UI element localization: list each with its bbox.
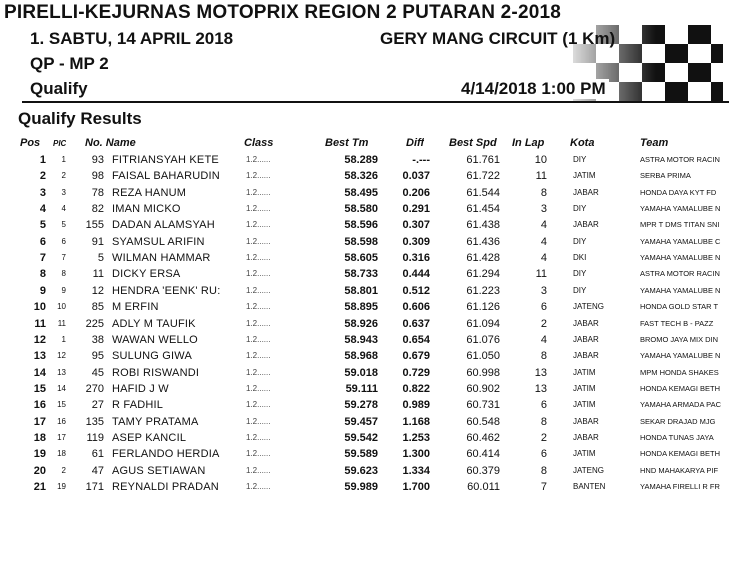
cell-rider-name: FAISAL BAHARUDIN: [112, 170, 220, 183]
cell-diff: -.---: [412, 154, 430, 166]
cell-rider-number: 45: [91, 366, 104, 379]
cell-kota: JATIM: [573, 367, 596, 377]
cell-rider-number: 38: [91, 333, 104, 346]
cell-pic: 3: [61, 187, 66, 197]
cell-best-speed: 61.454: [466, 203, 500, 216]
cell-kota: BANTEN: [573, 482, 606, 491]
cell-pic: 18: [57, 449, 66, 459]
cell-position: 10: [33, 301, 46, 314]
cell-rider-name: REYNALDI PRADAN: [112, 481, 219, 493]
cell-class: 1.2......: [246, 187, 271, 197]
cell-rider-name: TAMY PRATAMA: [112, 415, 199, 428]
cell-best-time: 59.457: [344, 415, 378, 428]
table-row: [0, 185, 735, 201]
header-best-time: Best Tm: [325, 137, 369, 149]
cell-position: 9: [39, 284, 46, 297]
cell-class: 1.2......: [246, 334, 271, 344]
cell-position: 11: [34, 317, 46, 330]
cell-position: 5: [39, 219, 46, 232]
cell-position: 21: [33, 481, 46, 493]
cell-kota: JABAR: [573, 220, 599, 230]
header-diff: Diff: [406, 137, 425, 149]
cell-best-speed: 60.462: [466, 431, 500, 444]
cell-team: MPM HONDA SHAKES: [640, 367, 719, 377]
cell-rider-name: IMAN MICKO: [112, 203, 181, 216]
table-row: [0, 430, 735, 446]
cell-pic: 15: [57, 400, 66, 410]
cell-best-speed: 61.428: [466, 252, 500, 265]
cell-rider-name: HAFID J W: [112, 382, 169, 395]
cell-best-time: 58.605: [344, 252, 378, 265]
cell-team: BROMO JAYA MIX DIN: [640, 334, 719, 344]
table-row: [0, 381, 735, 397]
cell-kota: JABAR: [573, 318, 599, 328]
section-title: Qualify Results: [18, 109, 142, 128]
cell-pic: 16: [57, 416, 66, 426]
cell-in-lap: 13: [534, 382, 547, 395]
table-row: [0, 332, 735, 348]
cell-rider-number: 82: [91, 203, 104, 216]
table-row: [0, 266, 735, 282]
cell-rider-name: FERLANDO HERDIA: [112, 448, 220, 461]
cell-pic: 19: [57, 482, 66, 491]
cell-pic: 17: [57, 432, 66, 442]
cell-pic: 1: [61, 155, 66, 164]
cell-team: YAMAHA YAMALUBE N: [640, 285, 721, 295]
cell-rider-number: 155: [85, 219, 104, 232]
cell-rider-name: HENDRA 'EENK' RU:: [112, 284, 221, 297]
cell-team: YAMAHA YAMALUBE N: [640, 204, 721, 214]
cell-in-lap: 8: [540, 415, 547, 428]
cell-rider-number: 61: [91, 448, 104, 461]
cell-class: 1.2......: [246, 171, 271, 181]
cell-position: 20: [33, 464, 46, 477]
cell-kota: DIY: [573, 285, 587, 295]
cell-best-time: 58.495: [344, 186, 378, 199]
cell-in-lap: 4: [540, 333, 547, 346]
header-class: Class: [244, 137, 274, 149]
cell-kota: DIY: [573, 236, 587, 246]
session-label: Qualify: [30, 79, 88, 98]
table-row: [0, 168, 735, 184]
cell-team: HONDA GOLD STAR T: [640, 302, 719, 312]
cell-in-lap: 4: [540, 235, 547, 248]
cell-kota: JABAR: [573, 351, 599, 361]
cell-position: 15: [33, 382, 46, 395]
cell-best-speed: 60.379: [466, 464, 500, 477]
cell-in-lap: 13: [534, 366, 547, 379]
cell-best-speed: 60.902: [466, 382, 500, 395]
cell-class: 1.2......: [246, 351, 271, 361]
cell-diff: 1.334: [402, 464, 430, 477]
cell-rider-number: 11: [92, 268, 104, 281]
class-label: QP - MP 2: [30, 54, 109, 73]
cell-diff: 0.729: [402, 366, 430, 379]
cell-best-time: 58.326: [344, 170, 378, 183]
cell-in-lap: 3: [540, 284, 547, 297]
cell-in-lap: 11: [535, 268, 547, 281]
cell-best-time: 58.943: [344, 333, 378, 346]
table-row: [0, 283, 735, 299]
cell-diff: 0.444: [402, 268, 430, 281]
cell-diff: 0.654: [402, 333, 430, 346]
cell-diff: 0.679: [402, 350, 430, 363]
cell-rider-number: 5: [97, 252, 104, 265]
cell-class: 1.2......: [246, 253, 271, 263]
cell-diff: 1.168: [402, 415, 430, 428]
cell-team: HND MAHAKARYA PIF: [640, 465, 719, 475]
cell-rider-name: M ERFIN: [112, 301, 159, 314]
table-row: [0, 463, 735, 479]
header-pic: PIC: [53, 139, 67, 148]
cell-best-time: 58.289: [344, 154, 378, 166]
cell-team: YAMAHA YAMALUBE N: [640, 351, 721, 361]
cell-position: 4: [39, 203, 46, 216]
table-row: [0, 217, 735, 233]
cell-kota: JABAR: [573, 432, 599, 442]
cell-rider-name: R FADHIL: [112, 399, 164, 412]
table-row: [0, 348, 735, 364]
cell-pic: 12: [57, 351, 66, 361]
cell-best-time: 59.623: [344, 464, 378, 477]
cell-position: 2: [39, 170, 46, 183]
cell-class: 1.2......: [246, 482, 271, 491]
cell-class: 1.2......: [246, 383, 271, 393]
cell-position: 14: [33, 366, 46, 379]
cell-best-speed: 61.761: [466, 154, 500, 166]
cell-pic: 10: [57, 302, 66, 312]
cell-best-time: 58.801: [344, 284, 378, 297]
cell-best-time: 58.968: [344, 350, 378, 363]
cell-in-lap: 10: [534, 154, 547, 166]
cell-rider-name: SULUNG GIWA: [112, 350, 193, 363]
table-row: [0, 234, 735, 250]
cell-class: 1.2......: [246, 285, 271, 295]
cell-rider-name: DICKY ERSA: [112, 268, 181, 281]
cell-pic: 14: [57, 383, 66, 393]
table-row: [0, 250, 735, 266]
cell-team: YAMAHA FIRELLI R FR: [640, 482, 720, 491]
cell-best-speed: 61.722: [466, 170, 500, 183]
cell-class: 1.2......: [246, 204, 271, 214]
cell-best-time: 58.580: [344, 203, 378, 216]
cell-best-speed: 61.544: [466, 186, 500, 199]
cell-rider-name: WILMAN HAMMAR: [112, 252, 211, 265]
cell-in-lap: 3: [540, 203, 547, 216]
cell-pic: 8: [61, 269, 66, 279]
header-team: Team: [640, 137, 669, 149]
cell-class: 1.2......: [246, 400, 271, 410]
cell-rider-number: 47: [91, 464, 104, 477]
cell-pic: 2: [61, 171, 66, 181]
header-pos: Pos: [20, 137, 41, 149]
cell-pic: 6: [61, 236, 66, 246]
header-in-lap: In Lap: [512, 137, 545, 149]
cell-in-lap: 6: [540, 399, 547, 412]
cell-kota: DIY: [573, 204, 587, 214]
cell-kota: DIY: [573, 269, 587, 279]
cell-rider-number: 225: [85, 317, 104, 330]
cell-kota: DIY: [573, 155, 587, 164]
cell-position: 17: [33, 415, 46, 428]
header-no-name: No. Name: [85, 137, 136, 149]
cell-team: HONDA KEMAGI BETH: [640, 383, 721, 393]
cell-position: 13: [33, 350, 46, 363]
cell-rider-number: 85: [91, 301, 104, 314]
cell-in-lap: 2: [540, 317, 547, 330]
cell-best-speed: 61.438: [466, 219, 500, 232]
cell-diff: 0.822: [402, 382, 430, 395]
cell-class: 1.2......: [246, 302, 271, 312]
session-datetime: 4/14/2018 1:00 PM: [458, 79, 609, 99]
cell-position: 16: [33, 399, 46, 412]
cell-rider-name: WAWAN WELLO: [112, 333, 198, 346]
event-title: PIRELLI-KEJURNAS MOTOPRIX REGION 2 PUTARAN 2-2018: [4, 2, 562, 23]
cell-best-speed: 61.094: [466, 317, 500, 330]
cell-position: 19: [33, 448, 46, 461]
cell-position: 12: [33, 333, 46, 346]
cell-rider-name: REZA HANUM: [112, 186, 187, 199]
cell-rider-number: 27: [91, 399, 104, 412]
cell-pic: 7: [61, 253, 66, 263]
cell-class: 1.2......: [246, 449, 271, 459]
cell-rider-name: ADLY M TAUFIK: [112, 317, 196, 330]
cell-best-time: 59.018: [344, 366, 378, 379]
cell-rider-name: FITRIANSYAH KETE: [112, 154, 219, 166]
cell-class: 1.2......: [246, 236, 271, 246]
cell-kota: JATIM: [573, 449, 596, 459]
cell-team: YAMAHA ARMADA PAC: [640, 400, 721, 410]
cell-rider-number: 135: [85, 415, 104, 428]
cell-diff: 0.206: [402, 186, 430, 199]
cell-pic: 4: [61, 204, 66, 214]
cell-position: 8: [39, 268, 46, 281]
table-row: [0, 316, 735, 332]
cell-team: ASTRA MOTOR RACIN: [640, 269, 720, 279]
cell-best-speed: 61.294: [466, 268, 500, 281]
cell-rider-number: 171: [85, 481, 104, 493]
cell-rider-number: 119: [86, 431, 104, 444]
cell-in-lap: 6: [540, 301, 547, 314]
cell-in-lap: 6: [540, 448, 547, 461]
cell-best-speed: 61.436: [466, 235, 500, 248]
cell-rider-number: 98: [91, 170, 104, 183]
cell-in-lap: 4: [540, 252, 547, 265]
cell-best-speed: 60.731: [466, 399, 500, 412]
cell-pic: 1: [61, 334, 66, 344]
cell-rider-name: ASEP KANCIL: [112, 431, 187, 444]
cell-in-lap: 8: [540, 186, 547, 199]
cell-team: MPR T DMS TITAN SNI: [640, 220, 720, 230]
header-kota: Kota: [570, 137, 595, 149]
cell-diff: 0.316: [402, 252, 430, 265]
cell-rider-name: SYAMSUL ARIFIN: [112, 235, 205, 248]
cell-position: 7: [39, 252, 46, 265]
cell-best-time: 58.733: [344, 268, 378, 281]
cell-best-time: 59.542: [344, 431, 378, 444]
cell-class: 1.2......: [246, 465, 271, 475]
cell-position: 6: [39, 235, 46, 248]
cell-rider-number: 78: [91, 186, 104, 199]
cell-diff: 0.037: [402, 170, 430, 183]
cell-best-time: 59.111: [345, 382, 378, 395]
cell-kota: DKI: [573, 253, 587, 263]
cell-best-time: 58.596: [344, 219, 378, 232]
cell-best-speed: 61.050: [466, 350, 500, 363]
cell-best-speed: 61.223: [466, 284, 500, 297]
cell-in-lap: 7: [540, 481, 547, 493]
cell-best-time: 59.589: [344, 448, 378, 461]
header-best-speed: Best Spd: [449, 137, 497, 149]
cell-class: 1.2......: [246, 269, 271, 279]
cell-pic: 13: [57, 367, 66, 377]
cell-best-speed: 60.011: [467, 481, 500, 493]
cell-diff: 1.253: [402, 431, 430, 444]
cell-rider-number: 12: [91, 284, 104, 297]
cell-kota: JATENG: [573, 302, 604, 312]
cell-class: 1.2......: [246, 318, 271, 328]
cell-kota: JATIM: [573, 171, 596, 181]
cell-class: 1.2......: [246, 367, 271, 377]
cell-kota: JABAR: [573, 187, 599, 197]
cell-position: 18: [33, 431, 46, 444]
cell-diff: 0.989: [402, 399, 430, 412]
table-row: [0, 479, 735, 495]
cell-best-time: 58.598: [344, 235, 378, 248]
table-row: [0, 299, 735, 315]
cell-diff: 0.606: [402, 301, 430, 314]
cell-rider-name: ROBI RISWANDI: [112, 366, 200, 379]
cell-diff: 1.300: [402, 448, 430, 461]
circuit-name: GERY MANG CIRCUIT (1 Km): [380, 29, 616, 48]
cell-kota: JATENG: [573, 465, 604, 475]
cell-rider-number: 95: [91, 350, 104, 363]
cell-team: FAST TECH B - PAZZ: [640, 318, 714, 328]
cell-pic: 2: [61, 465, 66, 475]
cell-pic: 5: [61, 220, 66, 230]
cell-best-speed: 60.548: [466, 415, 500, 428]
table-row: [0, 152, 735, 168]
cell-team: YAMAHA YAMALUBE N: [640, 253, 721, 263]
cell-class: 1.2......: [246, 155, 271, 164]
cell-class: 1.2......: [246, 416, 271, 426]
table-row: [0, 201, 735, 217]
cell-diff: 0.291: [402, 203, 430, 216]
cell-best-time: 59.989: [344, 481, 378, 493]
cell-diff: 1.700: [402, 481, 430, 493]
cell-team: YAMAHA YAMALUBE C: [640, 236, 721, 246]
cell-rider-number: 93: [91, 154, 104, 166]
event-date: 1. SABTU, 14 APRIL 2018: [30, 29, 234, 48]
cell-kota: JATIM: [573, 383, 596, 393]
cell-best-time: 58.895: [344, 301, 378, 314]
cell-diff: 0.309: [402, 235, 430, 248]
cell-position: 3: [39, 186, 46, 199]
cell-team: HONDA TUNAS JAYA: [640, 432, 714, 442]
cell-in-lap: 4: [540, 219, 547, 232]
cell-class: 1.2......: [246, 220, 271, 230]
cell-kota: JABAR: [573, 334, 599, 344]
cell-rider-number: 270: [85, 382, 104, 395]
cell-best-speed: 60.998: [466, 366, 500, 379]
cell-team: HONDA KEMAGI BETH: [640, 449, 721, 459]
cell-best-speed: 61.076: [466, 333, 500, 346]
cell-pic: 11: [57, 318, 66, 328]
cell-team: SERBA PRIMA: [640, 171, 691, 181]
cell-team: SEKAR DRAJAD MJG: [640, 416, 716, 426]
cell-pic: 9: [61, 285, 66, 295]
cell-in-lap: 8: [540, 464, 547, 477]
cell-best-speed: 60.414: [466, 448, 500, 461]
table-row: [0, 414, 735, 430]
cell-diff: 0.512: [402, 284, 430, 297]
cell-rider-name: AGUS SETIAWAN: [112, 464, 206, 477]
cell-class: 1.2......: [246, 432, 271, 442]
cell-in-lap: 2: [540, 431, 547, 444]
cell-diff: 0.307: [402, 219, 430, 232]
cell-diff: 0.637: [402, 317, 430, 330]
table-row: [0, 365, 735, 381]
table-row: [0, 397, 735, 413]
cell-in-lap: 11: [535, 170, 547, 183]
cell-best-time: 59.278: [344, 399, 378, 412]
cell-kota: JABAR: [573, 416, 599, 426]
cell-best-speed: 61.126: [466, 301, 500, 314]
cell-rider-number: 91: [91, 235, 104, 248]
cell-in-lap: 8: [540, 350, 547, 363]
cell-best-time: 58.926: [344, 317, 378, 330]
cell-rider-name: DADAN ALAMSYAH: [112, 219, 215, 232]
cell-kota: JATIM: [573, 400, 596, 410]
cell-team: HONDA DAYA KYT FD: [640, 187, 717, 197]
table-row: [0, 446, 735, 462]
cell-team: ASTRA MOTOR RACIN: [640, 155, 720, 164]
cell-position: 1: [39, 154, 46, 166]
